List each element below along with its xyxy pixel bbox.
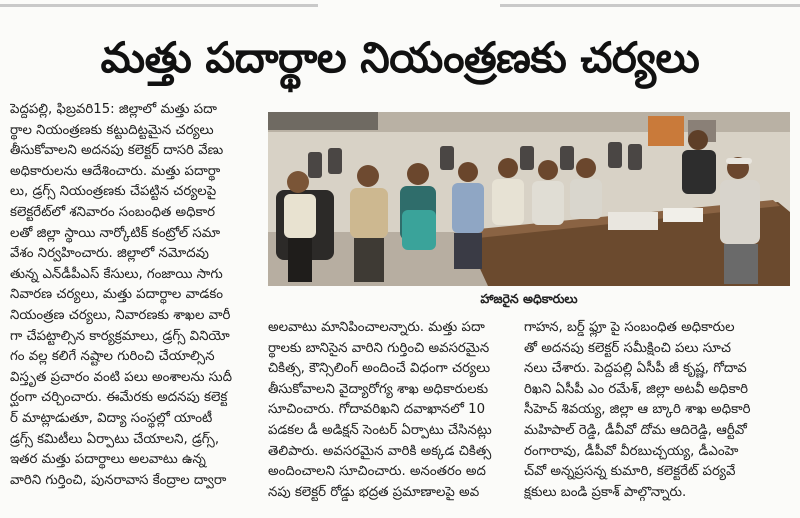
text-line: నియంత్రణ చర్యలు, నివారణకు శాఖల వారీ bbox=[10, 307, 231, 323]
text-line: విస్తృత ప్రచారం వంటి పలు అంశాలను సుదీ bbox=[10, 369, 232, 385]
text-line: అందించాలని సూచించారు. అనంతరం అద bbox=[268, 464, 486, 480]
text-line: చ్‌వో అన్నప్రసన్న కుమారి, కలెక్టరేట్ పర్యవే bbox=[524, 464, 736, 480]
text-line: అధికారులను ఆదేశించారు. మత్తు పదార్థా bbox=[10, 163, 221, 179]
text-line: రిఖని ఏసీపీ ఎం రమేశ్, జిల్లా అటవీ అధికారి bbox=[524, 381, 748, 397]
text-line: లతో జిల్లా స్థాయి నార్కోటిక్ కంట్రోల్ సమా bbox=[10, 225, 221, 241]
text-line: తున్న ఎన్‌డీపీఎస్ కేసులు, గంజాయి సాగు bbox=[10, 266, 223, 282]
article-column-1 bbox=[10, 100, 260, 491]
text-line: తో అదనపు కలెక్టర్ సమీక్షించి పలు సూచ bbox=[524, 340, 732, 356]
article-column-2 bbox=[268, 318, 508, 503]
text-line: గాహన, బర్డ్ ఫ్లూ పై సంబంధిత అధికారుల bbox=[524, 320, 735, 335]
article-column-3 bbox=[524, 318, 790, 503]
text-line: కలెక్టరేట్‌లో శనివారం సంబంధిత అధికార bbox=[10, 204, 215, 220]
text-line: ఇతర మత్తు పదార్థాలు అలవాటు ఉన్న bbox=[10, 452, 206, 468]
text-line: డ్రగ్స్ కమిటీలు ఏర్పాటు చేయాలని, డ్రగ్స్, bbox=[10, 431, 220, 447]
photo-caption: హాజరైన అధికారులు bbox=[480, 291, 578, 306]
meeting-photo bbox=[268, 112, 790, 286]
text-line: నపు కలెక్టర్ రోడ్డు భద్రత ప్రమాణాలపై అవ bbox=[268, 484, 480, 500]
text-line: క్షకులు బండి ప్రకాశ్ పాల్గొన్నారు. bbox=[524, 484, 687, 500]
text-line: తెలిపారు. అవసరమైన వారికి అక్కడ చికిత్స bbox=[268, 443, 492, 459]
top-rule bbox=[0, 0, 800, 14]
text-line: తీసుకోవాలని వైద్యారోగ్య శాఖ అధికారులకు bbox=[268, 381, 489, 397]
text-line: సీహెచ్ శివయ్య, జిల్లా ఆ బ్కారి శాఖ అధికారి bbox=[524, 402, 751, 418]
text-line: అలవాటు మానిపించాలన్నారు. మత్తు పదా bbox=[268, 320, 485, 335]
text-line: మహిపాల్ రెడ్డి, డీవీవో దోమ ఆదిరెడ్డి, ఆర్టీవో bbox=[524, 422, 747, 438]
text-line: వారిని గుర్తించి, పునరావాస కేంద్రాల ద్వారా bbox=[10, 472, 227, 488]
text-line: గా చేపట్టాల్సిన కార్యక్రమాలు, డ్రగ్స్ వినియో bbox=[10, 328, 230, 344]
headline: మత్తు పదార్థాల నియంత్రణకు చర్యలు bbox=[100, 33, 700, 82]
text-line: సూచించారు. గోదావరిఖని దవాఖానలో 10 bbox=[268, 402, 486, 418]
text-line: ర్థాల నియంత్రణకు కట్టుదిట్టమైన చర్యలు bbox=[10, 122, 214, 138]
text-line: ర్ఘంగా చర్చించారు. ఈమేరకు అదనపు కలెక్ట bbox=[10, 390, 228, 406]
text-line: లు, డ్రగ్స్ నియంత్రణకు చేపట్టిన చర్యలపై bbox=[10, 184, 217, 200]
text-line: చికిత్స, కౌన్సిలింగ్ అందించే విధంగా చర్యలు bbox=[268, 361, 491, 377]
text-line: గం వల్ల కలిగే నష్టాల గురించి చేయాల్సిన bbox=[10, 349, 215, 365]
text-line: ర్థాలకు బానిసైన వారిని గుర్తించి అవసరమైన bbox=[268, 340, 490, 356]
text-line: పెద్దపల్లి, ఫిబ్రవరి15: జిల్లాలో మత్తు పదా bbox=[10, 102, 217, 117]
text-line: నలు చేశారు. పెద్దపల్లి ఏసీపీ జీ కృష్ణ, గోదావ bbox=[524, 361, 747, 377]
text-line: ర్ మాట్లాడుతూ, విద్యా సంస్థల్లో యాంటీ bbox=[10, 410, 213, 426]
text-line: నివారణ చర్యలు, మత్తు పదార్థాల వాడకం bbox=[10, 287, 224, 303]
text-line: పడకల డీ అడిక్షన్ సెంటర్ ఏర్పాటు చేసినట్లు bbox=[268, 422, 492, 438]
text-line: వేశం నిర్వహించారు. జిల్లాలో నమోదవు bbox=[10, 246, 209, 262]
text-line: తీసుకోవాలని అదనపు కలెక్టర్ దాసరి వేణు bbox=[10, 143, 224, 159]
text-line: రంగారావు, డీపీవో వీరబుచ్చయ్య, డీఎంహె bbox=[524, 443, 739, 459]
